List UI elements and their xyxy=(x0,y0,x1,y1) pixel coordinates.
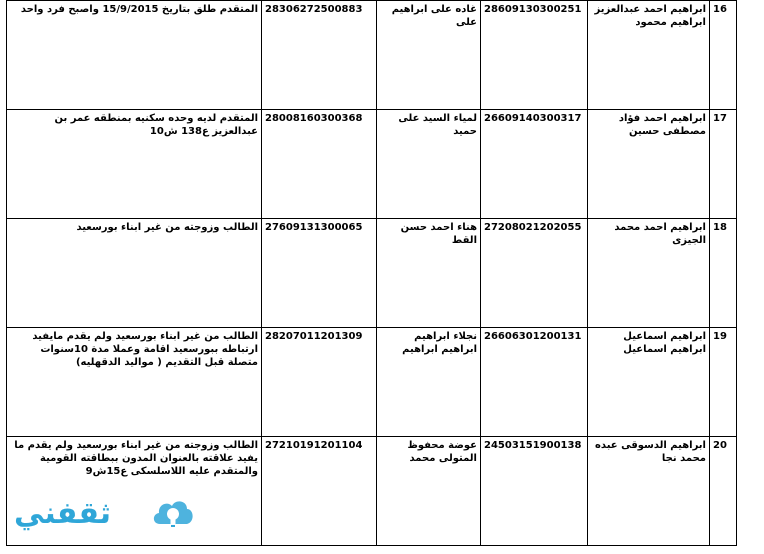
national-id-cell: 28207011201309 xyxy=(262,328,377,437)
name-cell: نجلاء ابراهيم ابراهيم ابراهيم xyxy=(377,328,481,437)
table-row xyxy=(7,110,737,219)
father-name-cell: ابراهيم احمد محمد الجيزى xyxy=(588,219,710,328)
name-cell: هناء احمد حسن القط xyxy=(377,219,481,328)
father-id-cell: 27208021202055 xyxy=(481,219,588,328)
watermark-text: ثقفني xyxy=(14,496,112,531)
father-id-cell: 26609140300317 xyxy=(481,110,588,219)
name-cell: غاده على ابراهيم على xyxy=(377,1,481,110)
national-id-cell: 27609131300065 xyxy=(262,219,377,328)
lightbulb-icon xyxy=(150,494,196,536)
name-cell: عوضة محفوظ المتولى محمد xyxy=(377,437,481,546)
name-cell: لمياء السيد على حميد xyxy=(377,110,481,219)
applicants-table xyxy=(6,0,737,546)
father-id-cell: 24503151900138 xyxy=(481,437,588,546)
national-id-cell: 28306272500883 xyxy=(262,1,377,110)
index-cell: 18 xyxy=(710,219,737,328)
notes-cell: الطالب وزوجته من غير ابناء بورسعيد ولم يقدم ما يفيد علاقته بالعنوان المدون ببطاقته القومية والمتقدم عليه اللاسلسكى ع15ش9 xyxy=(7,437,262,546)
father-name-cell: ابراهيم احمد عبدالعزيز ابراهيم محمود xyxy=(588,1,710,110)
father-name-cell: ابراهيم اسماعيل ابراهيم اسماعيل xyxy=(588,328,710,437)
table-row xyxy=(7,328,737,437)
table-row xyxy=(7,219,737,328)
father-name-cell: ابراهيم الدسوقى عبده محمد نجا xyxy=(588,437,710,546)
index-cell: 17 xyxy=(710,110,737,219)
notes-cell: الطالب من غير ابناء بورسعيد ولم يقدم مايفيد ارتباطه ببورسعيد اقامة وعملا مدة 10سنوات متصلة قبل التقديم ( مواليد الدقهليه) xyxy=(7,328,262,437)
notes-cell: المتقدم لديه وحده سكنيه بمنطقه عمر بن عبدالعزيز ع138 ش10 xyxy=(7,110,262,219)
index-cell: 20 xyxy=(710,437,737,546)
national-id-cell: 27210191201104 xyxy=(262,437,377,546)
index-cell: 16 xyxy=(710,1,737,110)
father-name-cell: ابراهيم احمد فؤاد مصطفى حسين xyxy=(588,110,710,219)
father-id-cell: 26606301200131 xyxy=(481,328,588,437)
notes-cell: الطالب وزوجته من غير ابناء بورسعيد xyxy=(7,219,262,328)
national-id-cell: 28008160300368 xyxy=(262,110,377,219)
father-id-cell: 28609130300251 xyxy=(481,1,588,110)
table-row xyxy=(7,1,737,110)
watermark-logo xyxy=(14,490,214,550)
index-cell: 19 xyxy=(710,328,737,437)
notes-cell: المتقدم طلق بتاريخ 15/9/2015 واصبح فرد واحد xyxy=(7,1,262,110)
